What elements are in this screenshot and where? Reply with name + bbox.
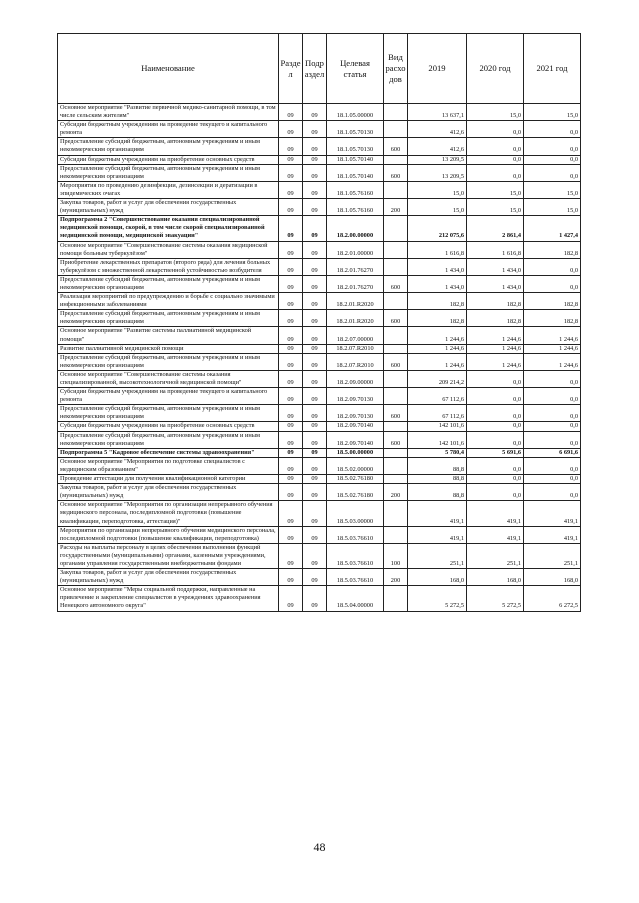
table-row: [58, 310, 581, 327]
row-2020-cell: 0,0: [467, 405, 524, 422]
row-2020-cell: 15,0: [467, 104, 524, 121]
row-name-cell: Предоставление субсидий бюджетным, автономным учреждениям и иным некоммерческим организациям: [58, 164, 279, 181]
row-subsection-cell: 09: [303, 121, 327, 138]
row-subsection-cell: 09: [303, 501, 327, 526]
row-2020-cell: 5 272,5: [467, 586, 524, 611]
row-2019-cell: 88,8: [408, 457, 467, 474]
row-target-cell: 18.1.05.70140: [327, 164, 384, 181]
row-target-cell: 18.5.02.00000: [327, 457, 384, 474]
row-expense-type-cell: [384, 104, 408, 121]
header-2019: 2019: [408, 34, 467, 104]
row-2020-cell: 1 616,8: [467, 241, 524, 258]
table-row: [58, 543, 581, 568]
row-subsection-cell: 09: [303, 344, 327, 353]
row-2021-cell: 0,0: [524, 258, 581, 275]
row-2020-cell: 2 861,4: [467, 216, 524, 241]
row-name-cell: Основное мероприятие "Меры социальной поддержки, направленные на привлечение и закрепление специалистов в учреждениях здравоохранения Ненецкого автономного округа": [58, 586, 279, 611]
row-section-cell: 09: [279, 569, 303, 586]
row-2020-cell: 0,0: [467, 475, 524, 484]
row-target-cell: 18.5.03.00000: [327, 501, 384, 526]
row-2020-cell: 419,1: [467, 501, 524, 526]
row-name-cell: Закупка товаров, работ и услуг для обеспечения государственных (муниципальных) нужд: [58, 199, 279, 216]
row-2019-cell: 251,1: [408, 543, 467, 568]
row-name-cell: Развитие паллиативной медицинской помощи: [58, 344, 279, 353]
row-2021-cell: 15,0: [524, 181, 581, 198]
row-2019-cell: 5 272,5: [408, 586, 467, 611]
row-name-cell: Основное мероприятие "Совершенствование системы оказания медицинской помощи больным туберкулёзом": [58, 241, 279, 258]
row-name-cell: Субсидии бюджетным учреждениям на проведение текущего и капитального ремонта: [58, 121, 279, 138]
row-target-cell: 18.2.09.00000: [327, 370, 384, 387]
row-expense-type-cell: [384, 181, 408, 198]
row-name-cell: Основное мероприятие "Развитие первичной медико-санитарной помощи, в том числе сельским жителям": [58, 104, 279, 121]
row-2020-cell: 0,0: [467, 422, 524, 431]
row-subsection-cell: 09: [303, 526, 327, 543]
row-target-cell: 18.2.01.00000: [327, 241, 384, 258]
table-row: [58, 275, 581, 292]
row-subsection-cell: 09: [303, 370, 327, 387]
row-2021-cell: 1 244,6: [524, 344, 581, 353]
row-name-cell: Предоставление субсидий бюджетным, автономным учреждениям и иным некоммерческим организациям: [58, 310, 279, 327]
row-2019-cell: 13 637,1: [408, 104, 467, 121]
row-2021-cell: 419,1: [524, 526, 581, 543]
row-2020-cell: 5 691,6: [467, 448, 524, 457]
row-expense-type-cell: [384, 501, 408, 526]
row-name-cell: Основное мероприятие "Мероприятия по организации непрерывного обучения медицинского персонала, последипломной подготовки (повышение квалификации, переподготовка, аттестация)": [58, 501, 279, 526]
table-row: [58, 526, 581, 543]
row-2019-cell: 88,8: [408, 484, 467, 501]
row-section-cell: 09: [279, 353, 303, 370]
row-target-cell: 18.2.01.R2020: [327, 310, 384, 327]
row-subsection-cell: 09: [303, 164, 327, 181]
row-2019-cell: 1 244,6: [408, 353, 467, 370]
row-subsection-cell: 09: [303, 138, 327, 155]
row-2020-cell: 168,0: [467, 569, 524, 586]
row-expense-type-cell: [384, 258, 408, 275]
row-subsection-cell: 09: [303, 258, 327, 275]
row-expense-type-cell: [384, 344, 408, 353]
row-section-cell: 09: [279, 181, 303, 198]
row-subsection-cell: 09: [303, 475, 327, 484]
row-expense-type-cell: 600: [384, 310, 408, 327]
row-2020-cell: 0,0: [467, 370, 524, 387]
row-subsection-cell: 09: [303, 216, 327, 241]
row-2020-cell: 0,0: [467, 121, 524, 138]
row-2021-cell: 182,8: [524, 310, 581, 327]
row-2019-cell: 412,6: [408, 121, 467, 138]
row-target-cell: 18.2.07.R2010: [327, 344, 384, 353]
row-2019-cell: 1 616,8: [408, 241, 467, 258]
table-row: [58, 121, 581, 138]
row-2020-cell: 0,0: [467, 164, 524, 181]
row-2021-cell: 15,0: [524, 199, 581, 216]
row-name-cell: Основное мероприятие "Мероприятия по подготовке специалистов с медицинским образованием": [58, 457, 279, 474]
row-section-cell: 09: [279, 543, 303, 568]
table-row: [58, 241, 581, 258]
row-2020-cell: 15,0: [467, 199, 524, 216]
row-section-cell: 09: [279, 104, 303, 121]
row-2021-cell: 0,0: [524, 457, 581, 474]
row-subsection-cell: 09: [303, 199, 327, 216]
row-name-cell: Расходы на выплаты персоналу в целях обеспечения выполнения функций государственными (муниципальными) органами, казенными учреждениями, органами управления государственными внебюджетными фондами: [58, 543, 279, 568]
row-2020-cell: 0,0: [467, 138, 524, 155]
row-section-cell: 09: [279, 155, 303, 164]
row-2019-cell: 168,0: [408, 569, 467, 586]
row-subsection-cell: 09: [303, 448, 327, 457]
table-row: [58, 388, 581, 405]
row-2019-cell: 182,8: [408, 310, 467, 327]
row-section-cell: 09: [279, 388, 303, 405]
table-row: [58, 216, 581, 241]
row-2021-cell: 0,0: [524, 405, 581, 422]
row-subsection-cell: 09: [303, 457, 327, 474]
row-section-cell: 09: [279, 310, 303, 327]
row-expense-type-cell: 600: [384, 138, 408, 155]
row-2020-cell: 0,0: [467, 388, 524, 405]
row-subsection-cell: 09: [303, 275, 327, 292]
row-2019-cell: 419,1: [408, 501, 467, 526]
row-2020-cell: 1 244,6: [467, 353, 524, 370]
row-section-cell: 09: [279, 164, 303, 181]
row-2021-cell: 0,0: [524, 275, 581, 292]
row-2019-cell: 5 780,4: [408, 448, 467, 457]
row-section-cell: 09: [279, 258, 303, 275]
row-2019-cell: 13 209,5: [408, 155, 467, 164]
table-body: [58, 104, 581, 612]
row-2021-cell: 6 272,5: [524, 586, 581, 611]
table-row: [58, 155, 581, 164]
row-2020-cell: 0,0: [467, 431, 524, 448]
row-2019-cell: 419,1: [408, 526, 467, 543]
header-subsection: Подр аздел: [303, 34, 327, 104]
row-2021-cell: 0,0: [524, 164, 581, 181]
row-target-cell: 18.2.00.00000: [327, 216, 384, 241]
row-expense-type-cell: [384, 121, 408, 138]
row-expense-type-cell: [384, 155, 408, 164]
header-2021: 2021 год: [524, 34, 581, 104]
row-section-cell: 09: [279, 370, 303, 387]
row-name-cell: Субсидии бюджетным учреждениям на проведение текущего и капитального ремонта: [58, 388, 279, 405]
row-expense-type-cell: [384, 370, 408, 387]
row-subsection-cell: 09: [303, 431, 327, 448]
row-section-cell: 09: [279, 344, 303, 353]
row-target-cell: 18.5.03.76610: [327, 569, 384, 586]
row-expense-type-cell: 200: [384, 199, 408, 216]
row-expense-type-cell: [384, 448, 408, 457]
header-target-article: Целевая статья: [327, 34, 384, 104]
row-subsection-cell: 09: [303, 327, 327, 344]
row-2020-cell: 1 244,6: [467, 327, 524, 344]
row-2021-cell: 6 691,6: [524, 448, 581, 457]
row-target-cell: 18.1.05.70140: [327, 155, 384, 164]
row-expense-type-cell: 600: [384, 164, 408, 181]
row-target-cell: 18.5.02.76180: [327, 475, 384, 484]
row-section-cell: 09: [279, 138, 303, 155]
row-expense-type-cell: 600: [384, 431, 408, 448]
row-section-cell: 09: [279, 526, 303, 543]
row-section-cell: 09: [279, 293, 303, 310]
row-2021-cell: 0,0: [524, 388, 581, 405]
table-row: [58, 353, 581, 370]
row-target-cell: 18.2.01.76270: [327, 258, 384, 275]
row-name-cell: Основное мероприятие "Совершенствование системы оказания специализированной, высокотехнологичной медицинской помощи": [58, 370, 279, 387]
row-expense-type-cell: [384, 457, 408, 474]
row-target-cell: 18.5.00.00000: [327, 448, 384, 457]
row-2019-cell: 88,8: [408, 475, 467, 484]
row-2019-cell: 142 101,6: [408, 422, 467, 431]
row-expense-type-cell: 600: [384, 353, 408, 370]
row-target-cell: 18.5.03.76610: [327, 543, 384, 568]
row-expense-type-cell: 600: [384, 275, 408, 292]
row-2021-cell: 0,0: [524, 422, 581, 431]
row-subsection-cell: 09: [303, 155, 327, 164]
row-name-cell: Субсидии бюджетным учреждениям на приобретение основных средств: [58, 422, 279, 431]
row-2021-cell: 0,0: [524, 484, 581, 501]
row-subsection-cell: 09: [303, 586, 327, 611]
row-subsection-cell: 09: [303, 293, 327, 310]
row-section-cell: 09: [279, 275, 303, 292]
table-row: [58, 405, 581, 422]
row-expense-type-cell: [384, 422, 408, 431]
row-subsection-cell: 09: [303, 405, 327, 422]
row-section-cell: 09: [279, 405, 303, 422]
table-row: [58, 327, 581, 344]
row-expense-type-cell: [384, 327, 408, 344]
row-2021-cell: 0,0: [524, 431, 581, 448]
table-row: [58, 431, 581, 448]
row-2020-cell: 1 434,0: [467, 258, 524, 275]
table-row: [58, 138, 581, 155]
row-name-cell: Предоставление субсидий бюджетным, автономным учреждениям и иным некоммерческим организациям: [58, 138, 279, 155]
row-2019-cell: 67 112,6: [408, 405, 467, 422]
row-2020-cell: 1 244,6: [467, 344, 524, 353]
row-2019-cell: 67 112,6: [408, 388, 467, 405]
row-subsection-cell: 09: [303, 388, 327, 405]
row-expense-type-cell: 200: [384, 569, 408, 586]
row-target-cell: 18.1.05.70130: [327, 121, 384, 138]
table-row: [58, 484, 581, 501]
row-target-cell: 18.2.07.R2010: [327, 353, 384, 370]
row-2019-cell: 15,0: [408, 199, 467, 216]
row-section-cell: 09: [279, 422, 303, 431]
row-name-cell: Мероприятия по проведению дезинфекции, дезинсекции и дератизации в эпидемических очагах: [58, 181, 279, 198]
row-expense-type-cell: [384, 475, 408, 484]
row-name-cell: Закупка товаров, работ и услуг для обеспечения государственных (муниципальных) нужд: [58, 484, 279, 501]
row-2021-cell: 251,1: [524, 543, 581, 568]
row-target-cell: 18.2.09.70140: [327, 431, 384, 448]
row-subsection-cell: 09: [303, 422, 327, 431]
row-subsection-cell: 09: [303, 181, 327, 198]
row-2021-cell: 419,1: [524, 501, 581, 526]
table-row: [58, 199, 581, 216]
row-section-cell: 09: [279, 484, 303, 501]
row-section-cell: 09: [279, 431, 303, 448]
row-2019-cell: 1 434,0: [408, 275, 467, 292]
row-2021-cell: 0,0: [524, 121, 581, 138]
table-row: [58, 501, 581, 526]
row-subsection-cell: 09: [303, 569, 327, 586]
row-target-cell: 18.2.07.00000: [327, 327, 384, 344]
row-2021-cell: 182,8: [524, 241, 581, 258]
row-target-cell: 18.1.05.00000: [327, 104, 384, 121]
row-2020-cell: 251,1: [467, 543, 524, 568]
row-section-cell: 09: [279, 241, 303, 258]
row-2020-cell: 182,8: [467, 310, 524, 327]
row-name-cell: Предоставление субсидий бюджетным, автономным учреждениям и иным некоммерческим организациям: [58, 353, 279, 370]
table-row: [58, 457, 581, 474]
row-2019-cell: 182,8: [408, 293, 467, 310]
table-row: [58, 181, 581, 198]
row-2019-cell: 15,0: [408, 181, 467, 198]
header-name: Наименование: [58, 34, 279, 104]
row-expense-type-cell: [384, 241, 408, 258]
row-target-cell: 18.5.03.76610: [327, 526, 384, 543]
row-section-cell: 09: [279, 216, 303, 241]
row-target-cell: 18.2.09.70140: [327, 422, 384, 431]
row-name-cell: Реализация мероприятий по предупреждению и борьбе с социально значимыми инфекционными заболеваниями: [58, 293, 279, 310]
row-name-cell: Проведение аттестации для получения квалификационной категории: [58, 475, 279, 484]
row-subsection-cell: 09: [303, 543, 327, 568]
row-subsection-cell: 09: [303, 310, 327, 327]
row-section-cell: 09: [279, 475, 303, 484]
row-2020-cell: 0,0: [467, 155, 524, 164]
row-2021-cell: 15,0: [524, 104, 581, 121]
header-expense-type: Вид расхо дов: [384, 34, 408, 104]
row-2021-cell: 0,0: [524, 138, 581, 155]
row-2021-cell: 1 244,6: [524, 327, 581, 344]
row-expense-type-cell: 600: [384, 405, 408, 422]
row-name-cell: Основное мероприятие "Развитие системы паллиативной медицинской помощи": [58, 327, 279, 344]
row-2019-cell: 212 075,6: [408, 216, 467, 241]
row-2020-cell: 15,0: [467, 181, 524, 198]
row-2021-cell: 0,0: [524, 475, 581, 484]
row-name-cell: Мероприятия по организации непрерывного обучения медицинского персонала, последипломной подготовки (повышение квалификации, переподготовка): [58, 526, 279, 543]
header-section: Разде л: [279, 34, 303, 104]
row-expense-type-cell: [384, 526, 408, 543]
row-2020-cell: 419,1: [467, 526, 524, 543]
row-name-cell: Предоставление субсидий бюджетным, автономным учреждениям и иным некоммерческим организациям: [58, 275, 279, 292]
header-2020: 2020 год: [467, 34, 524, 104]
row-subsection-cell: 09: [303, 353, 327, 370]
row-section-cell: 09: [279, 448, 303, 457]
row-2021-cell: 0,0: [524, 370, 581, 387]
table-row: [58, 422, 581, 431]
table-row: [58, 293, 581, 310]
row-expense-type-cell: 200: [384, 484, 408, 501]
row-expense-type-cell: [384, 293, 408, 310]
table-row: [58, 586, 581, 611]
row-expense-type-cell: [384, 586, 408, 611]
table-row: [58, 104, 581, 121]
row-name-cell: Приобретение лекарственных препаратов (второго ряда) для лечения больных туберкулёзом с множественной лекарственной устойчивостью возбудителя: [58, 258, 279, 275]
table-row: [58, 344, 581, 353]
row-subsection-cell: 09: [303, 104, 327, 121]
row-subsection-cell: 09: [303, 241, 327, 258]
row-2020-cell: 0,0: [467, 457, 524, 474]
row-target-cell: 18.2.01.76270: [327, 275, 384, 292]
row-name-cell: Субсидии бюджетным учреждениям на приобретение основных средств: [58, 155, 279, 164]
row-target-cell: 18.2.01.R2020: [327, 293, 384, 310]
row-section-cell: 09: [279, 457, 303, 474]
row-2020-cell: 1 434,0: [467, 275, 524, 292]
row-target-cell: 18.1.05.76160: [327, 199, 384, 216]
table-row: [58, 475, 581, 484]
row-name-cell: Закупка товаров, работ и услуг для обеспечения государственных (муниципальных) нужд: [58, 569, 279, 586]
row-2019-cell: 1 434,0: [408, 258, 467, 275]
row-2019-cell: 1 244,6: [408, 344, 467, 353]
table-row: [58, 569, 581, 586]
table-row: [58, 164, 581, 181]
row-subsection-cell: 09: [303, 484, 327, 501]
budget-table: [57, 33, 581, 612]
row-2021-cell: 182,8: [524, 293, 581, 310]
row-target-cell: 18.1.05.70130: [327, 138, 384, 155]
row-name-cell: Подпрограмма 2 "Совершенствование оказания специализированной медицинской помощи, скорой, в том числе скорой специализированной медицинской помощи, медицинской эвакуации": [58, 216, 279, 241]
row-target-cell: 18.2.09.70130: [327, 405, 384, 422]
row-2020-cell: 0,0: [467, 484, 524, 501]
row-expense-type-cell: [384, 388, 408, 405]
row-expense-type-cell: [384, 216, 408, 241]
header-row: [58, 34, 581, 104]
row-section-cell: 09: [279, 501, 303, 526]
row-section-cell: 09: [279, 121, 303, 138]
row-name-cell: Предоставление субсидий бюджетным, автономным учреждениям и иным некоммерческим организациям: [58, 405, 279, 422]
row-2019-cell: 13 209,5: [408, 164, 467, 181]
row-name-cell: Предоставление субсидий бюджетным, автономным учреждениям и иным некоммерческим организациям: [58, 431, 279, 448]
row-name-cell: Подпрограмма 5 "Кадровое обеспечение системы здравоохранения": [58, 448, 279, 457]
row-2019-cell: 412,6: [408, 138, 467, 155]
row-section-cell: 09: [279, 327, 303, 344]
table-row: [58, 370, 581, 387]
row-2019-cell: 1 244,6: [408, 327, 467, 344]
row-2021-cell: 1 427,4: [524, 216, 581, 241]
page-number: 48: [313, 840, 326, 854]
row-section-cell: 09: [279, 586, 303, 611]
table-row: [58, 258, 581, 275]
table-row: [58, 448, 581, 457]
row-2020-cell: 182,8: [467, 293, 524, 310]
row-target-cell: 18.2.09.70130: [327, 388, 384, 405]
row-2021-cell: 0,0: [524, 155, 581, 164]
row-2019-cell: 142 101,6: [408, 431, 467, 448]
row-target-cell: 18.5.02.76180: [327, 484, 384, 501]
row-section-cell: 09: [279, 199, 303, 216]
row-target-cell: 18.5.04.00000: [327, 586, 384, 611]
row-2019-cell: 209 214,2: [408, 370, 467, 387]
row-2021-cell: 168,0: [524, 569, 581, 586]
row-target-cell: 18.1.05.76160: [327, 181, 384, 198]
row-expense-type-cell: 100: [384, 543, 408, 568]
row-2021-cell: 1 244,6: [524, 353, 581, 370]
